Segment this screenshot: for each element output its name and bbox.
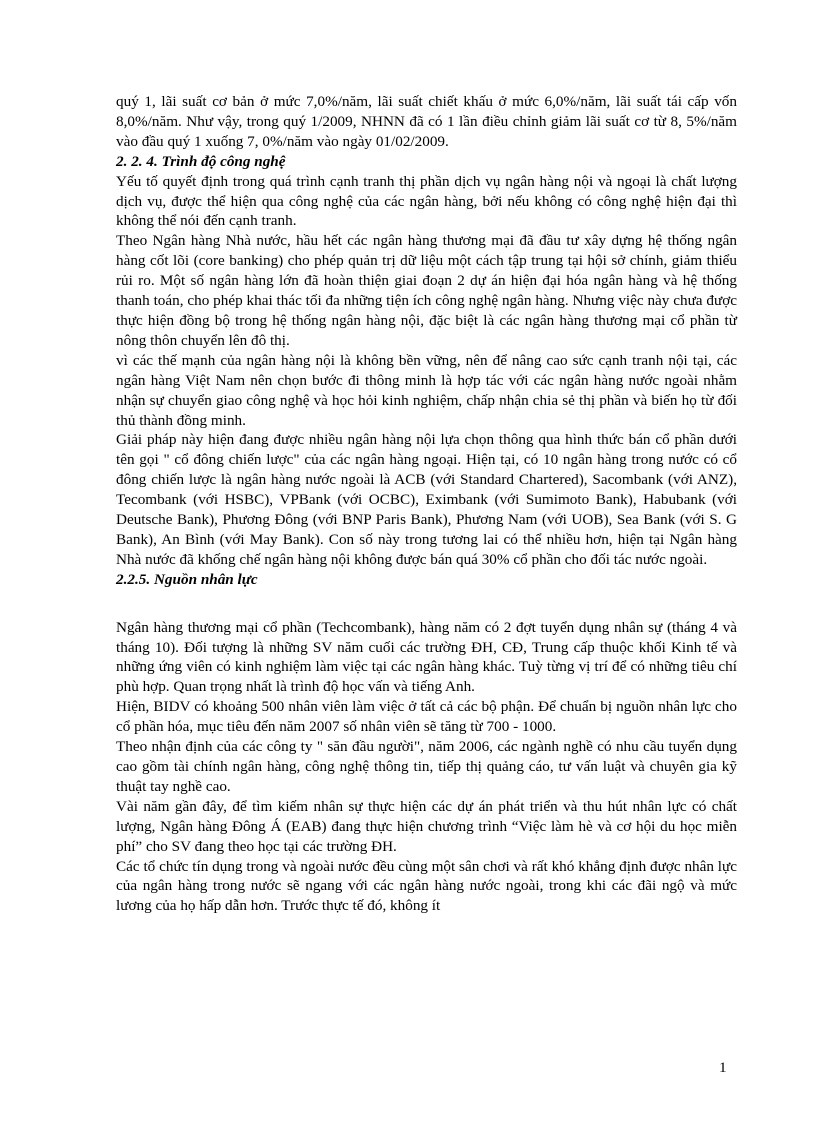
document-body: [116, 92, 737, 916]
paragraph-service-quality: Yếu tố quyết định trong quá trình cạnh tranh thị phần dịch vụ ngân hàng nội và ngoại là chất lượng dịch vụ, được thể hiện qua công nghệ của các ngân hàng, bởi nếu không có công nghệ hiện đại thì không thể nói đến cạnh tranh.: [116, 172, 737, 230]
paragraph-techcombank: Ngân hàng thương mại cổ phần (Techcombank), hàng năm có 2 đợt tuyển dụng nhân sự (tháng 4 và tháng 10). Đối tượng là những SV năm cuối các trường ĐH, CĐ, Trung cấp thuộc khối Kinh tế và những ứng viên có kinh nghiệm làm việc tại các ngân hàng khác. Tuỳ từng vị trí để có những tiêu chí phù hợp. Quan trọng nhất là trình độ học vấn và tiếng Anh.: [116, 618, 737, 696]
paragraph-strategic-shareholders: Giải pháp này hiện đang được nhiều ngân hàng nội lựa chọn thông qua hình thức bán cổ phần dưới tên gọi " cổ đông chiến lược" của các ngân hàng ngoại. Hiện tại, có 10 ngân hàng trong nước có cổ đông chiến lược là ngân hàng nước ngoài là ACB (với Standard Chartered), Sacombank (với ANZ), Tecombank (với HSBC), VPBank (với OCBC), Eximbank (với Sumimoto Bank), Habubank (với Deutsche Bank), Phương Đông (với BNP Paris Bank), Phương Nam (với UOB), Sea Bank (với S. G Bank), An Bình (với May Bank). Con số này trong tương lai có thể nhiều hơn, hiện tại Ngân hàng Nhà nước đã khống chế ngân hàng nội không được bán quá 30% cổ phần cho đối tác nước ngoài.: [116, 431, 737, 568]
paragraph-eab: Vài năm gần đây, để tìm kiếm nhân sự thực hiện các dự án phát triển và thu hút nhân lực có chất lượng, Ngân hàng Đông Á (EAB) đang thực hiện chương trình “Việc làm hè và cơ hội du học miễn phí” cho SV đang theo học tại các trường ĐH.: [116, 797, 737, 855]
paragraph-interest-rates: quý 1, lãi suất cơ bản ở mức 7,0%/năm, lãi suất chiết khấu ở mức 6,0%/năm, lãi suất tái cấp vốn 8,0%/năm. Như vậy, trong quý 1/2009, NHNN đã có 1 lần điều chỉnh giảm lãi suất cơ từ 8, 5%/năm vào đầu quý 1 xuống 7, 0%/năm vào ngày 01/02/2009.: [116, 93, 737, 150]
section-heading-technology: 2. 2. 4. Trình độ công nghệ: [116, 152, 286, 170]
section-spacer: [116, 590, 737, 618]
paragraph-headhunters: Theo nhận định của các công ty " săn đầu người", năm 2006, các ngành nghề có nhu cầu tuyển dụng cao gồm tài chính ngân hàng, công nghệ thông tin, tiếp thị quảng cáo, tư vấn luật và chuyên gia kỹ thuật tay nghề cao.: [116, 738, 737, 795]
paragraph-bidv: Hiện, BIDV có khoảng 500 nhân viên làm việc ở tất cả các bộ phận. Để chuẩn bị nguồn nhân lực cho cổ phần hóa, mục tiêu đến năm 2007 số nhân viên sẽ tăng từ 700 - 1000.: [116, 698, 737, 736]
paragraph-core-banking: Theo Ngân hàng Nhà nước, hầu hết các ngân hàng thương mại đã đầu tư xây dựng hệ thống ngân hàng cốt lõi (core banking) cho phép quản trị dữ liệu một cách tập trung tại hội sở chính, giảm thiểu rủi ro. Một số ngân hàng lớn đã hoàn thiện giai đoạn 2 dự án hiện đại hóa ngân hàng và hệ thống thanh toán, cho phép khai thác tối đa những tiện ích công nghệ ngân hàng. Nhưng việc này chưa được thực hiện đồng bộ trong hệ thống ngân hàng nội, đặc biệt là các ngân hàng thương mại cổ phần từ nông thôn chuyển lên đô thị.: [116, 232, 737, 349]
paragraph-credit-institutions: Các tổ chức tín dụng trong và ngoài nước đều cùng một sân chơi và rất khó khẳng định được nhân lực của ngân hàng trong nước sẽ ngang với các ngân hàng nước ngoài, trong khi các đãi ngộ và mức lương của họ hấp dẫn hơn. Trước thực tế đó, không ít: [116, 857, 737, 915]
section-heading-human-resources: 2.2.5. Nguồn nhân lực: [116, 570, 258, 588]
page-number: 1: [719, 1059, 727, 1076]
paragraph-cooperation: vì các thế mạnh của ngân hàng nội là không bền vững, nên để nâng cao sức cạnh tranh nội tại, các ngân hàng Việt Nam nên chọn bước đi thông minh là hợp tác với các ngân hàng nước ngoài nhằm nhận sự chuyển giao công nghệ và học hỏi kinh nghiệm, chấp nhận chia sẻ thị phần và biến họ từ đối thủ thành đồng minh.: [116, 351, 737, 429]
